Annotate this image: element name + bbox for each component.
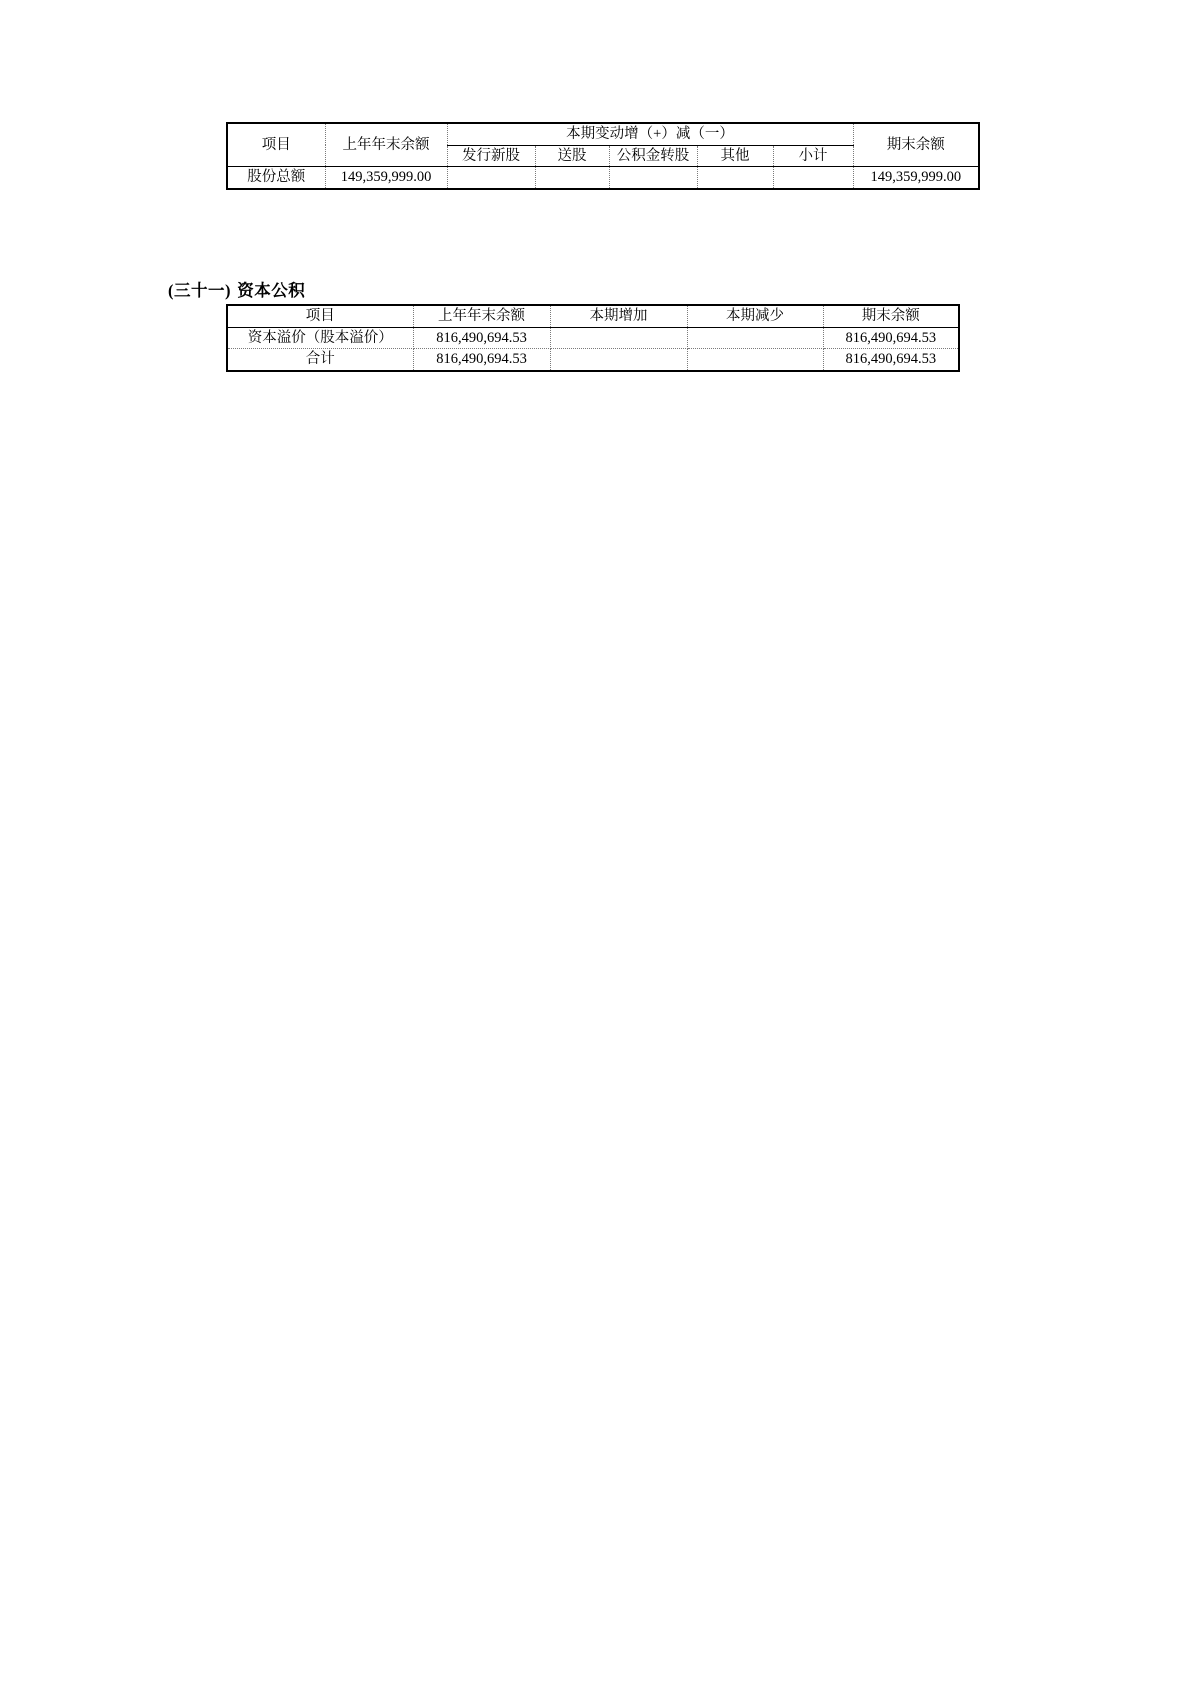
header-opening-balance: 上年年末余额 [325,123,447,167]
table-header-row-group [227,123,979,145]
row-opening-balance: 816,490,694.53 [413,349,550,371]
row-decrease [687,349,823,371]
header-opening-balance: 上年年末余额 [413,305,550,327]
header-subtotal: 小计 [773,145,853,167]
row-other [697,167,773,189]
row-item: 资本溢价（股本溢价） [227,327,413,349]
header-decrease: 本期减少 [687,305,823,327]
capital-reserve-table-container [226,304,958,372]
header-increase: 本期增加 [550,305,687,327]
table-row [227,327,959,349]
row-item: 股份总额 [227,167,325,189]
header-change-group: 本期变动增（+）减（一） [447,123,853,145]
row-closing-balance: 816,490,694.53 [823,327,959,349]
row-increase [550,327,687,349]
row-subtotal [773,167,853,189]
row-new-issue [447,167,535,189]
header-reserve-to-capital: 公积金转股 [609,145,697,167]
table-row [227,167,979,189]
header-closing-balance: 期末余额 [823,305,959,327]
section-title: 资本公积 [237,281,306,300]
row-item: 合计 [227,349,413,371]
share-capital-table-container [226,122,962,190]
row-decrease [687,327,823,349]
header-new-issue: 发行新股 [447,145,535,167]
header-item: 项目 [227,123,325,167]
row-opening-balance: 149,359,999.00 [325,167,447,189]
header-closing-balance: 期末余额 [853,123,979,167]
header-bonus-shares: 送股 [535,145,609,167]
row-closing-balance: 149,359,999.00 [853,167,979,189]
header-other: 其他 [697,145,773,167]
table-row [227,349,959,371]
table-header-row [227,305,959,327]
share-capital-table [226,122,980,190]
row-bonus-shares [535,167,609,189]
capital-reserve-table [226,304,960,372]
row-opening-balance: 816,490,694.53 [413,327,550,349]
row-reserve-to-capital [609,167,697,189]
header-item: 项目 [227,305,413,327]
row-closing-balance: 816,490,694.53 [823,349,959,371]
section-number: (三十一) [168,281,231,300]
row-increase [550,349,687,371]
section-heading [168,277,305,301]
